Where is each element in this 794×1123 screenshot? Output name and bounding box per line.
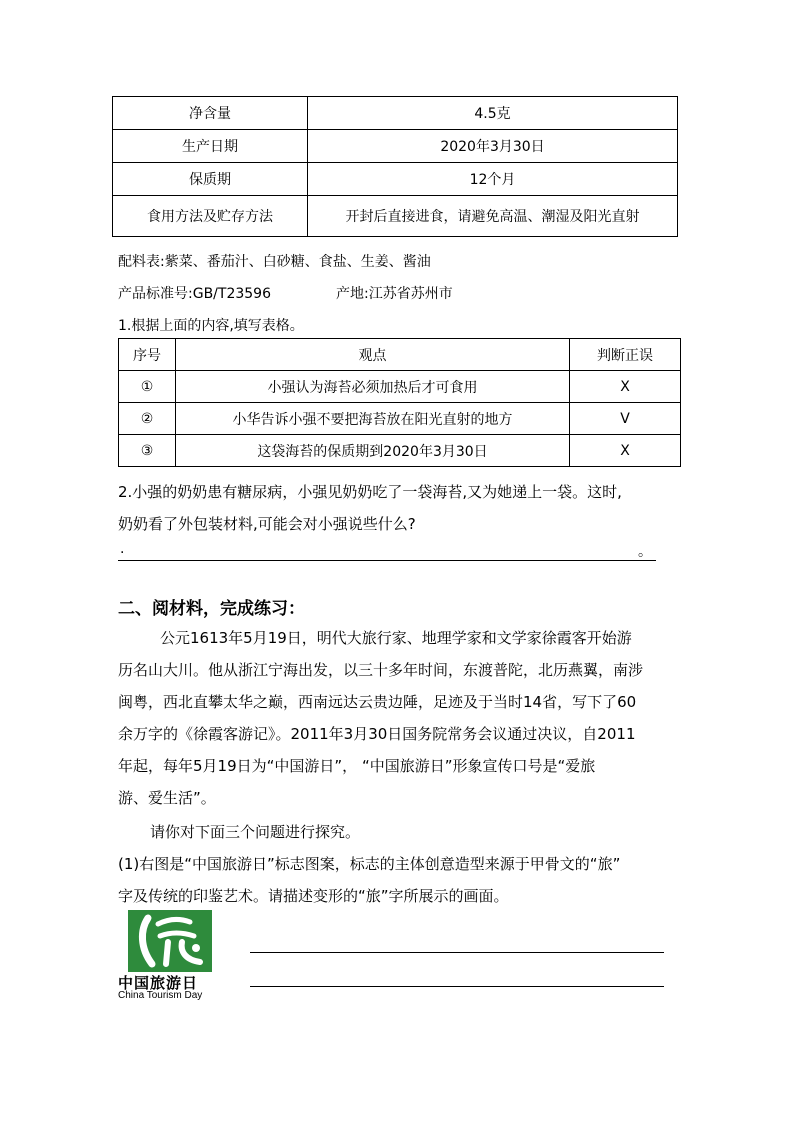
table-cell-value: 12个月 bbox=[308, 163, 678, 196]
passage-line: 历名山大川。他从浙江宁海出发，以三十多年时间，东渡普陀，北历燕翼，南涉 bbox=[118, 661, 644, 679]
table-row bbox=[113, 130, 678, 163]
table-cell-key: 净含量 bbox=[113, 97, 308, 130]
table-cell-value: 4.5克 bbox=[308, 97, 678, 130]
passage-line: 闽粤，西北直攀太华之巅，西南远达云贵边陲，足迹及于当时14省，写下了60 bbox=[118, 693, 637, 711]
product-info-table bbox=[112, 96, 678, 237]
row-number: ② bbox=[119, 403, 176, 435]
row-view: 小强认为海苔必须加热后才可食用 bbox=[176, 371, 570, 403]
standard-number-text: 产品标准号:GB/T23596 bbox=[118, 286, 271, 302]
sub-question-1-line-1: (1)右图是“中国旅游日”标志图案，标志的主体创意造型来源于甲骨文的“旅” bbox=[118, 855, 621, 873]
answer-line[interactable] bbox=[250, 952, 664, 953]
ingredients-text: 配料表:紫菜、番茄汁、白砂糖、食盐、生姜、酱油 bbox=[118, 254, 431, 270]
header-view: 观点 bbox=[176, 339, 570, 371]
row-number: ③ bbox=[119, 435, 176, 467]
row-view: 这袋海苔的保质期到2020年3月30日 bbox=[176, 435, 570, 467]
header-number: 序号 bbox=[119, 339, 176, 371]
answer-start-mark: . bbox=[120, 541, 125, 557]
row-judgement: X bbox=[570, 371, 681, 403]
table-cell-key: 生产日期 bbox=[113, 130, 308, 163]
table-row bbox=[119, 403, 681, 435]
origin-text: 产地:江苏省苏州市 bbox=[336, 286, 453, 302]
instruction-text: 请你对下面三个问题进行探究。 bbox=[150, 823, 361, 841]
answer-line[interactable] bbox=[250, 986, 664, 987]
table-cell-value: 开封后直接进食，请避免高温、潮湿及阳光直射 bbox=[308, 196, 678, 237]
table-row bbox=[119, 435, 681, 467]
table-row bbox=[113, 196, 678, 237]
table-row bbox=[113, 97, 678, 130]
china-tourism-day-logo bbox=[116, 908, 238, 1004]
table-cell-key: 食用方法及贮存方法 bbox=[113, 196, 308, 237]
table-cell-key: 保质期 bbox=[113, 163, 308, 196]
answer-line[interactable] bbox=[118, 560, 656, 561]
section-2-title: 二、阅材料，完成练习： bbox=[118, 599, 305, 619]
table-row bbox=[113, 163, 678, 196]
table-header-row bbox=[119, 339, 681, 371]
row-judgement: X bbox=[570, 435, 681, 467]
row-judgement: V bbox=[570, 403, 681, 435]
row-view: 小华告诉小强不要把海苔放在阳光直射的地方 bbox=[176, 403, 570, 435]
table-cell-value: 2020年3月30日 bbox=[308, 130, 678, 163]
passage-line: 公元1613年5月19日，明代大旅行家、地理学家和文学家徐霞客开始游 bbox=[160, 629, 632, 647]
table-row bbox=[119, 371, 681, 403]
header-judgement: 判断正误 bbox=[570, 339, 681, 371]
question-2-line-1: 2.小强的奶奶患有糖尿病，小强见奶奶吃了一袋海苔,又为她递上一袋。这时, bbox=[118, 483, 622, 501]
answer-end-mark: 。 bbox=[638, 544, 652, 560]
passage-line: 余万字的《徐霞客游记》。2011年3月30日国务院常务会议通过决议，自2011 bbox=[118, 725, 636, 743]
question-2-line-2: 奶奶看了外包装材料,可能会对小强说些什么? bbox=[118, 515, 416, 533]
passage-line: 游、爱生活”。 bbox=[118, 789, 216, 807]
passage-line: 年起，每年5月19日为“中国游日”， “中国旅游日”形象宣传口号是“爱旅 bbox=[118, 757, 596, 775]
sub-question-1-line-2: 字及传统的印鉴艺术。请描述变形的“旅”字所展示的画面。 bbox=[118, 887, 509, 905]
row-number: ① bbox=[119, 371, 176, 403]
judgement-table bbox=[118, 338, 681, 467]
logo-chinese-text: 中国旅游日 bbox=[118, 974, 199, 992]
logo-english-text: China Tourism Day bbox=[118, 990, 203, 1001]
question-1: 1.根据上面的内容,填写表格。 bbox=[118, 318, 304, 334]
